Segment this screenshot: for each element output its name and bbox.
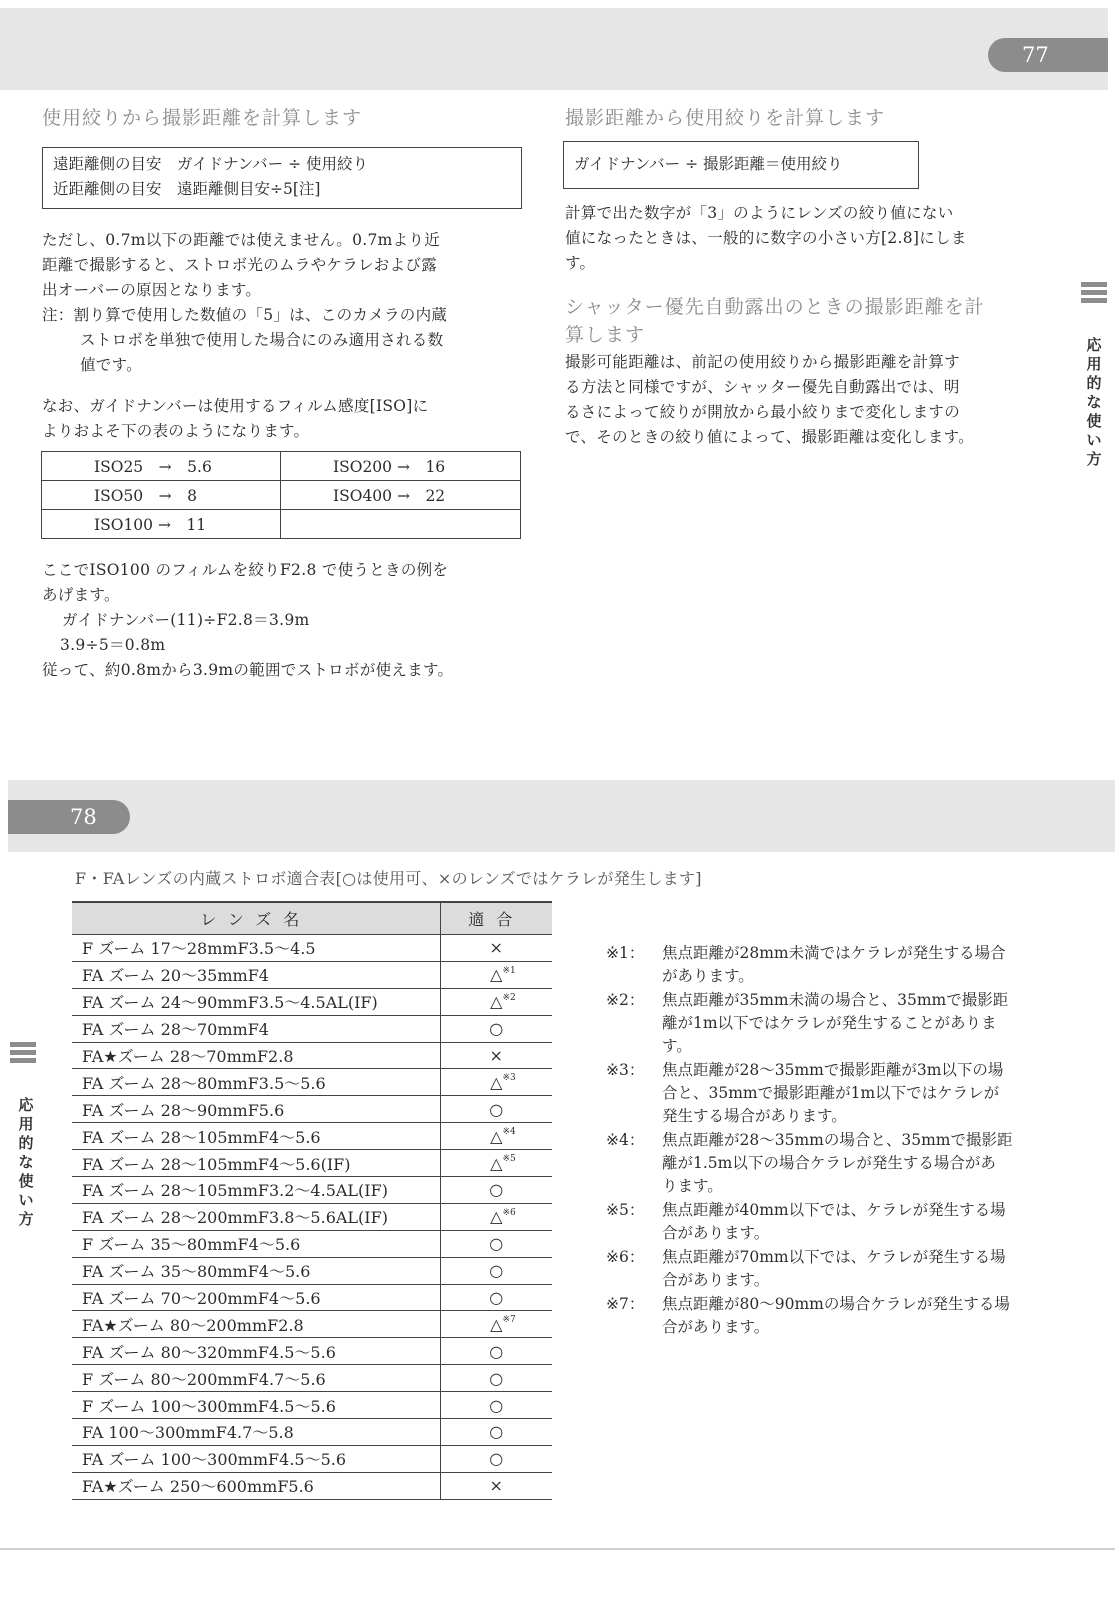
lens-table-title: F・FAレンズの内蔵ストロボ適合表[○は使用可、×のレンズではケラレが発生します] (75, 869, 702, 888)
table-header-row (72, 902, 552, 935)
side-char: な (18, 1153, 34, 1171)
lens-name-cell: FA ズーム 28〜90mmF5.6 (72, 1096, 440, 1123)
fit-symbol: × (489, 938, 503, 958)
lens-name-cell: FA ズーム 28〜105mmF3.2〜4.5AL(IF) (72, 1177, 440, 1204)
formula-box-left (42, 147, 522, 209)
fit-cell (440, 935, 552, 962)
lens-name-cell: FA★ズーム 80〜200mmF2.8 (72, 1311, 440, 1338)
footnote (606, 942, 1072, 988)
footnote-body (662, 942, 1072, 988)
left-para1 (42, 228, 447, 378)
text-line: 離が1.5m以下の場合ケラレが発生する場合があ (662, 1154, 996, 1172)
text-line: 撮影可能距離は、前記の使用絞りから撮影距離を計算す (565, 353, 961, 371)
footnote-ref: ※7 (502, 1315, 516, 1326)
fit-symbol: △ (490, 1314, 503, 1334)
fit-cell (440, 1472, 552, 1499)
fit-symbol: ○ (489, 1234, 504, 1254)
text-line: あげます。 (42, 586, 120, 604)
left-heading: 使用絞りから撮影距離を計算します (42, 107, 363, 129)
right-para1 (565, 201, 967, 276)
footnote-key: ※1： (606, 944, 645, 962)
fit-cell (440, 1392, 552, 1419)
table-row (72, 1203, 552, 1230)
page77-number: 77 (988, 38, 1108, 72)
table-row (72, 1392, 552, 1419)
footnote-key: ※6： (606, 1248, 645, 1266)
footnote-key: ※4： (606, 1131, 645, 1149)
text-line: よりおよそ下の表のようになります。 (42, 422, 310, 440)
right-para2 (565, 350, 974, 450)
text-line: 従って、約0.8mから3.9mの範囲でストロボが使えます。 (42, 661, 454, 679)
footnote-ref: ※2 (502, 992, 516, 1003)
text-line: ただし、0.7m以下の距離では使えません。0.7mより近 (42, 231, 441, 249)
footnote-ref: ※3 (502, 1073, 516, 1084)
table-row (42, 452, 521, 481)
lens-name-cell: F ズーム 17〜28mmF3.5〜4.5 (72, 935, 440, 962)
fit-cell (440, 1150, 552, 1177)
lens-name-cell: FA★ズーム 28〜70mmF2.8 (72, 1042, 440, 1069)
fit-symbol: ○ (489, 1368, 504, 1388)
fit-cell (440, 1445, 552, 1472)
fit-cell (440, 1230, 552, 1257)
fit-cell (440, 1257, 552, 1284)
text-line: す。 (662, 1037, 692, 1055)
page78-number: 78 (8, 800, 130, 834)
text-line: 計算で出た数字が「3」のようにレンズの絞り値にない (565, 204, 954, 222)
table-row (72, 1472, 552, 1499)
side-char: 使 (1086, 412, 1102, 430)
footnote (606, 989, 1072, 1058)
footnote-body (662, 1129, 1072, 1198)
table-row (72, 1365, 552, 1392)
table-row (72, 1284, 552, 1311)
lens-name-cell: FA ズーム 28〜70mmF4 (72, 1015, 440, 1042)
left-para2 (42, 394, 428, 444)
fit-cell (440, 1365, 552, 1392)
fit-symbol: ○ (489, 1395, 504, 1415)
fit-cell (440, 1069, 552, 1096)
text-line: があります。 (662, 967, 754, 985)
text-line: 値です。 (80, 356, 142, 374)
fit-cell (440, 988, 552, 1015)
table-row (72, 1069, 552, 1096)
heading-line: 算します (565, 324, 646, 346)
fit-cell (440, 1419, 552, 1446)
text-line: 合と、35mmで撮影距離が1m以下ではケラレが (662, 1084, 1000, 1102)
text-line: 合があります。 (662, 1224, 770, 1242)
text-line: 距離で撮影すると、ストロボ光のムラやケラレおよび露 (42, 256, 438, 274)
text-line: す。 (565, 254, 596, 272)
footnote (606, 1293, 1072, 1339)
fit-cell (440, 1311, 552, 1338)
fit-symbol: ○ (489, 1180, 504, 1200)
table-row (72, 1150, 552, 1177)
footnote-ref: ※6 (502, 1207, 516, 1218)
side-char: 方 (18, 1210, 34, 1228)
table-cell: ISO100 → 11 (42, 510, 281, 539)
table-row (72, 1177, 552, 1204)
section-tab-bars-icon (1081, 282, 1107, 308)
right-heading1: 撮影距離から使用絞りを計算します (565, 107, 886, 129)
table-row (72, 1338, 552, 1365)
text-line: ります。 (662, 1177, 723, 1195)
side-char: 応 (1086, 336, 1102, 354)
iso-guide-number-table (41, 451, 521, 539)
fit-symbol: ○ (489, 1449, 504, 1469)
page-bottom-rule (0, 1548, 1115, 1550)
side-tab-label-77 (1083, 336, 1105, 469)
side-char: 方 (1086, 450, 1102, 468)
fit-cell (440, 961, 552, 988)
table-row (72, 1419, 552, 1446)
side-char: 応 (18, 1096, 34, 1114)
lens-name-cell: F ズーム 80〜200mmF4.7〜5.6 (72, 1365, 440, 1392)
side-char: い (18, 1191, 34, 1209)
fit-symbol: ○ (489, 1099, 504, 1119)
text-line: 焦点距離が35mm未満の場合と、35mmで撮影距 (662, 991, 1009, 1009)
lens-name-cell: FA ズーム 70〜200mmF4〜5.6 (72, 1284, 440, 1311)
fit-cell (440, 1338, 552, 1365)
page77-header-band (0, 8, 1108, 90)
fit-symbol: △ (490, 1153, 503, 1173)
fit-symbol: △ (490, 992, 503, 1012)
fit-symbol: ○ (489, 1261, 504, 1281)
text-line: なお、ガイドナンバーは使用するフィルム感度[ISO]に (42, 397, 429, 415)
text-line: ガイドナンバー(11)÷F2.8＝3.9m (62, 611, 310, 629)
footnote-key: ※7： (606, 1295, 645, 1313)
side-char: 使 (18, 1172, 34, 1190)
table-row (72, 1042, 552, 1069)
text-line: るさによって絞りが開放から最小絞りまで変化しますの (565, 403, 961, 421)
footnote-key: ※2： (606, 991, 645, 1009)
text-line: ここでISO100 のフィルムを絞りF2.8 で使うときの例を (42, 561, 449, 579)
fit-symbol: × (489, 1046, 503, 1065)
lens-name-cell: FA ズーム 35〜80mmF4〜5.6 (72, 1257, 440, 1284)
footnote-body (662, 1199, 1072, 1245)
side-tab-label-78 (15, 1096, 37, 1229)
text-line: 焦点距離が28〜35mmで撮影距離が3m以下の場 (662, 1061, 1004, 1079)
fit-cell (440, 1284, 552, 1311)
table-cell: ISO50 → 8 (42, 481, 281, 510)
fit-symbol: △ (490, 965, 503, 985)
side-char: 的 (18, 1134, 34, 1152)
footnote (606, 1199, 1072, 1245)
fit-cell (440, 1096, 552, 1123)
side-char: 用 (18, 1115, 34, 1133)
text-line: る方法と同様ですが、シャッター優先自動露出では、明 (565, 378, 960, 396)
table-row (72, 1311, 552, 1338)
formula-far: 遠距離側の目安 ガイドナンバー ÷ 使用絞り (53, 155, 369, 173)
footnote (606, 1059, 1072, 1128)
table-row (72, 988, 552, 1015)
text-line: 出オーバーの原因となります。 (42, 281, 262, 299)
lens-name-cell: F ズーム 35〜80mmF4〜5.6 (72, 1230, 440, 1257)
lens-name-cell: FA ズーム 100〜300mmF4.5〜5.6 (72, 1445, 440, 1472)
side-char: い (1086, 431, 1102, 449)
fit-cell (440, 1042, 552, 1069)
text-line: 合があります。 (662, 1318, 770, 1336)
fit-symbol: ○ (489, 1019, 504, 1039)
lens-name-cell: F ズーム 100〜300mmF4.5〜5.6 (72, 1392, 440, 1419)
table-row (72, 961, 552, 988)
table-row (72, 1445, 552, 1472)
footnote-ref: ※4 (502, 1127, 516, 1138)
table-row (72, 1257, 552, 1284)
text-line: 注：割り算で使用した数値の「5」は、このカメラの内蔵 (42, 306, 448, 324)
lens-name-cell: FA 100〜300mmF4.7〜5.8 (72, 1419, 440, 1446)
lens-name-cell: FA ズーム 24〜90mmF3.5〜4.5AL(IF) (72, 988, 440, 1015)
page78-header-band (8, 780, 1115, 852)
text-line: で、そのときの絞り値によって、撮影距離は変化します。 (565, 428, 974, 446)
footnote-body (662, 1293, 1072, 1339)
footnote-key: ※3： (606, 1061, 645, 1079)
footnote-body (662, 1059, 1072, 1128)
table-row (72, 1123, 552, 1150)
fit-symbol: ○ (489, 1341, 504, 1361)
text-line: 焦点距離が28mm未満ではケラレが発生する場合 (662, 944, 1006, 962)
formula-box-right (563, 141, 919, 189)
fit-symbol: △ (490, 1072, 503, 1092)
side-char: 的 (1086, 374, 1102, 392)
table-cell: ISO200 → 16 (281, 452, 521, 481)
text-line: 焦点距離が40mm以下では、ケラレが発生する場 (662, 1201, 1006, 1219)
lens-name-cell: FA ズーム 28〜200mmF3.8〜5.6AL(IF) (72, 1203, 440, 1230)
table-row (42, 510, 521, 539)
footnote (606, 1129, 1072, 1198)
formula-aperture: ガイドナンバー ÷ 撮影距離＝使用絞り (574, 155, 843, 173)
fit-cell (440, 1203, 552, 1230)
lens-name-cell: FA ズーム 28〜80mmF3.5〜5.6 (72, 1069, 440, 1096)
fit-symbol: △ (490, 1207, 503, 1227)
section-tab-bars-icon (10, 1042, 36, 1068)
fit-cell (440, 1177, 552, 1204)
text-line: 焦点距離が28〜35mmの場合と、35mmで撮影距 (662, 1131, 1013, 1149)
column-header-fit: 適合 (440, 902, 552, 935)
footnote-key: ※5： (606, 1201, 645, 1219)
lens-compatibility-table (72, 901, 552, 1500)
right-heading2 (565, 293, 985, 349)
text-line: 離が1m以下ではケラレが発生することがありま (662, 1014, 997, 1032)
column-header-lens: レンズ名 (72, 902, 440, 935)
example-text (42, 558, 453, 683)
text-line: 発生する場合があります。 (662, 1107, 847, 1125)
footnote-body (662, 989, 1072, 1058)
table-cell: ISO25 → 5.6 (42, 452, 281, 481)
table-row (72, 1015, 552, 1042)
footnote-ref: ※1 (502, 965, 516, 976)
table-row (42, 481, 521, 510)
side-char: な (1086, 393, 1102, 411)
text-line: 焦点距離が70mm以下では、ケラレが発生する場 (662, 1248, 1006, 1266)
lens-name-cell: FA ズーム 28〜105mmF4〜5.6(IF) (72, 1150, 440, 1177)
fit-cell (440, 1123, 552, 1150)
lens-name-cell: FA★ズーム 250〜600mmF5.6 (72, 1472, 440, 1499)
table-row (72, 1230, 552, 1257)
text-line: ストロボを単独で使用した場合にのみ適用される数 (80, 331, 444, 349)
side-char: 用 (1086, 355, 1102, 373)
table-row (72, 1096, 552, 1123)
table-cell: ISO400 → 22 (281, 481, 521, 510)
footnote-body (662, 1246, 1072, 1292)
footnote (606, 1246, 1072, 1292)
heading-line: シャッター優先自動露出のときの撮影距離を計 (565, 296, 985, 318)
text-line: 合があります。 (662, 1271, 770, 1289)
fit-symbol: × (489, 1476, 503, 1496)
text-line: 値になったときは、一般的に数字の小さい方[2.8]にしま (565, 229, 967, 247)
formula-near: 近距離側の目安 遠距離側目安÷5[注] (53, 180, 321, 198)
lens-name-cell: FA ズーム 80〜320mmF4.5〜5.6 (72, 1338, 440, 1365)
text-line: 3.9÷5＝0.8m (60, 636, 166, 654)
lens-name-cell: FA ズーム 20〜35mmF4 (72, 961, 440, 988)
table-row (72, 935, 552, 962)
table-cell (281, 510, 521, 539)
fit-symbol: △ (490, 1126, 503, 1146)
fit-symbol: ○ (489, 1288, 504, 1308)
lens-name-cell: FA ズーム 28〜105mmF4〜5.6 (72, 1123, 440, 1150)
fit-symbol: ○ (489, 1422, 504, 1442)
text-line: 焦点距離が80〜90mmの場合ケラレが発生する場 (662, 1295, 1010, 1313)
footnote-ref: ※5 (502, 1154, 516, 1165)
fit-cell (440, 1015, 552, 1042)
